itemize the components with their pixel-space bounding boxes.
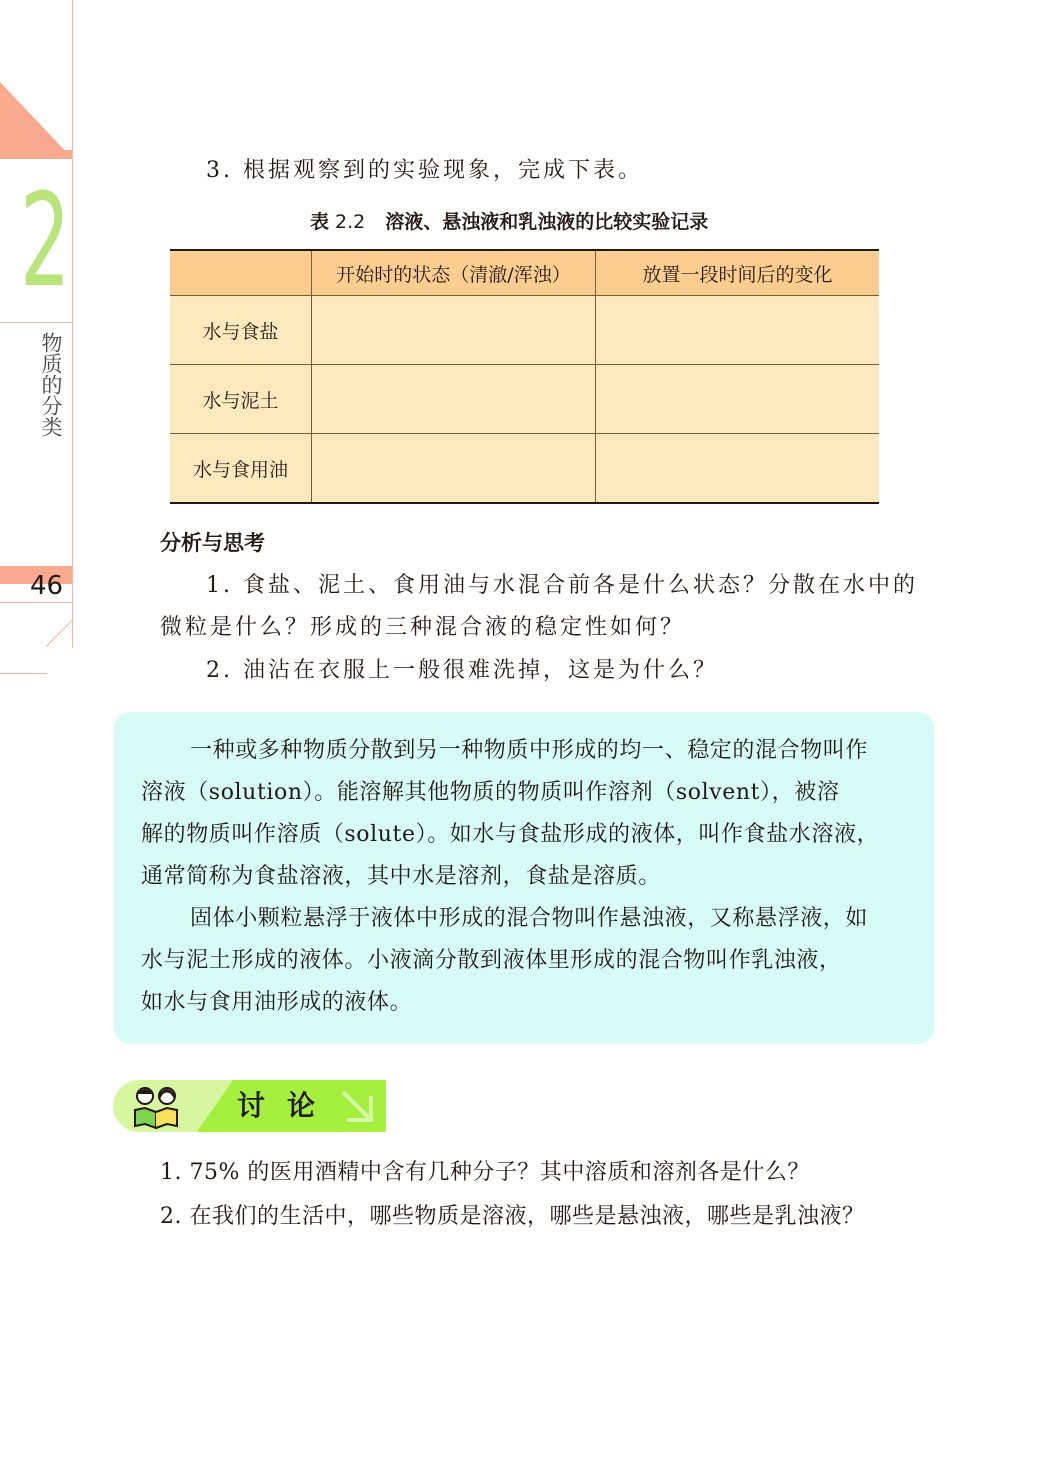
analysis-question-2: 2. 油沾在衣服上一般很难洗掉，这是为什么？ (206, 658, 718, 683)
cell-initial[interactable] (312, 434, 596, 504)
table-row (170, 296, 879, 365)
side-bottom-line (0, 673, 47, 674)
definition-line: 通常简称为食盐溶液，其中水是溶剂，食盐是溶质。 (141, 864, 661, 889)
table-row (170, 365, 879, 434)
side-corner-line (46, 619, 74, 647)
side-separator (0, 322, 72, 323)
table-header-row (170, 250, 879, 296)
definition-line: 一种或多种物质分散到另一种物质中形成的均一、稳定的混合物叫作 (190, 738, 869, 763)
definition-line: 如水与食用油形成的液体。 (141, 990, 413, 1015)
table-caption-label: 表 (310, 211, 330, 233)
cell-after[interactable] (596, 434, 880, 504)
table-header-empty (170, 250, 312, 296)
people-reading-icon (125, 1084, 189, 1130)
table-caption-number: 2.2 (335, 211, 366, 233)
table-row (170, 434, 879, 504)
discussion-title: 讨论 (237, 1089, 338, 1122)
cell-initial[interactable] (312, 296, 596, 365)
side-triangle-decoration (0, 82, 72, 158)
step-3-instruction: 3. 根据观察到的实验现象，完成下表。 (206, 158, 643, 183)
cell-after[interactable] (596, 296, 880, 365)
definition-line: 溶液（solution）。能溶解其他物质的物质叫作溶剂（solvent），被溶 (141, 780, 840, 805)
row-label: 水与食用油 (170, 434, 312, 504)
analysis-question-1-line-2: 微粒是什么？形成的三种混合液的稳定性如何？ (160, 615, 686, 640)
page-number-underline (0, 602, 72, 603)
side-triangle-base (0, 150, 72, 159)
definition-box (114, 712, 934, 1044)
discussion-question-1: 1. 75% 的医用酒精中含有几种分子？其中溶质和溶剂各是什么？ (160, 1160, 810, 1185)
side-border-line (72, 0, 73, 648)
discussion-question-2: 2. 在我们的生活中，哪些物质是溶液，哪些是悬浊液，哪些是乳浊液？ (160, 1204, 865, 1229)
row-label: 水与食盐 (170, 296, 312, 365)
table-header-after-change: 放置一段时间后的变化 (596, 250, 880, 296)
analysis-section-title: 分析与思考 (160, 531, 265, 555)
table-caption-title: 溶液、悬浊液和乳浊液的比较实验记录 (385, 211, 709, 233)
experiment-record-table (170, 249, 879, 504)
chapter-side-strip (0, 0, 74, 675)
discussion-banner (113, 1080, 386, 1132)
definition-line: 固体小颗粒悬浮于液体中形成的混合物叫作悬浊液，又称悬浮液，如 (190, 906, 869, 931)
arrow-down-right-icon (339, 1088, 375, 1124)
cell-initial[interactable] (312, 365, 596, 434)
row-label: 水与泥土 (170, 365, 312, 434)
definition-line: 解的物质叫作溶质（solute）。如水与食盐形成的液体，叫作食盐水溶液， (141, 822, 880, 847)
chapter-number: 2 (20, 167, 71, 316)
cell-after[interactable] (596, 365, 880, 434)
analysis-question-1-line-1: 1. 食盐、泥土、食用油与水混合前各是什么状态？分散在水中的 (206, 573, 918, 598)
table-caption (310, 208, 708, 236)
table-header-initial-state: 开始时的状态（清澈/浑浊） (312, 250, 596, 296)
page-number: 46 (30, 571, 64, 601)
definition-line: 水与泥土形成的液体。小液滴分散到液体里形成的混合物叫作乳浊液， (141, 948, 842, 973)
chapter-title: 物质的分类 (39, 332, 63, 437)
